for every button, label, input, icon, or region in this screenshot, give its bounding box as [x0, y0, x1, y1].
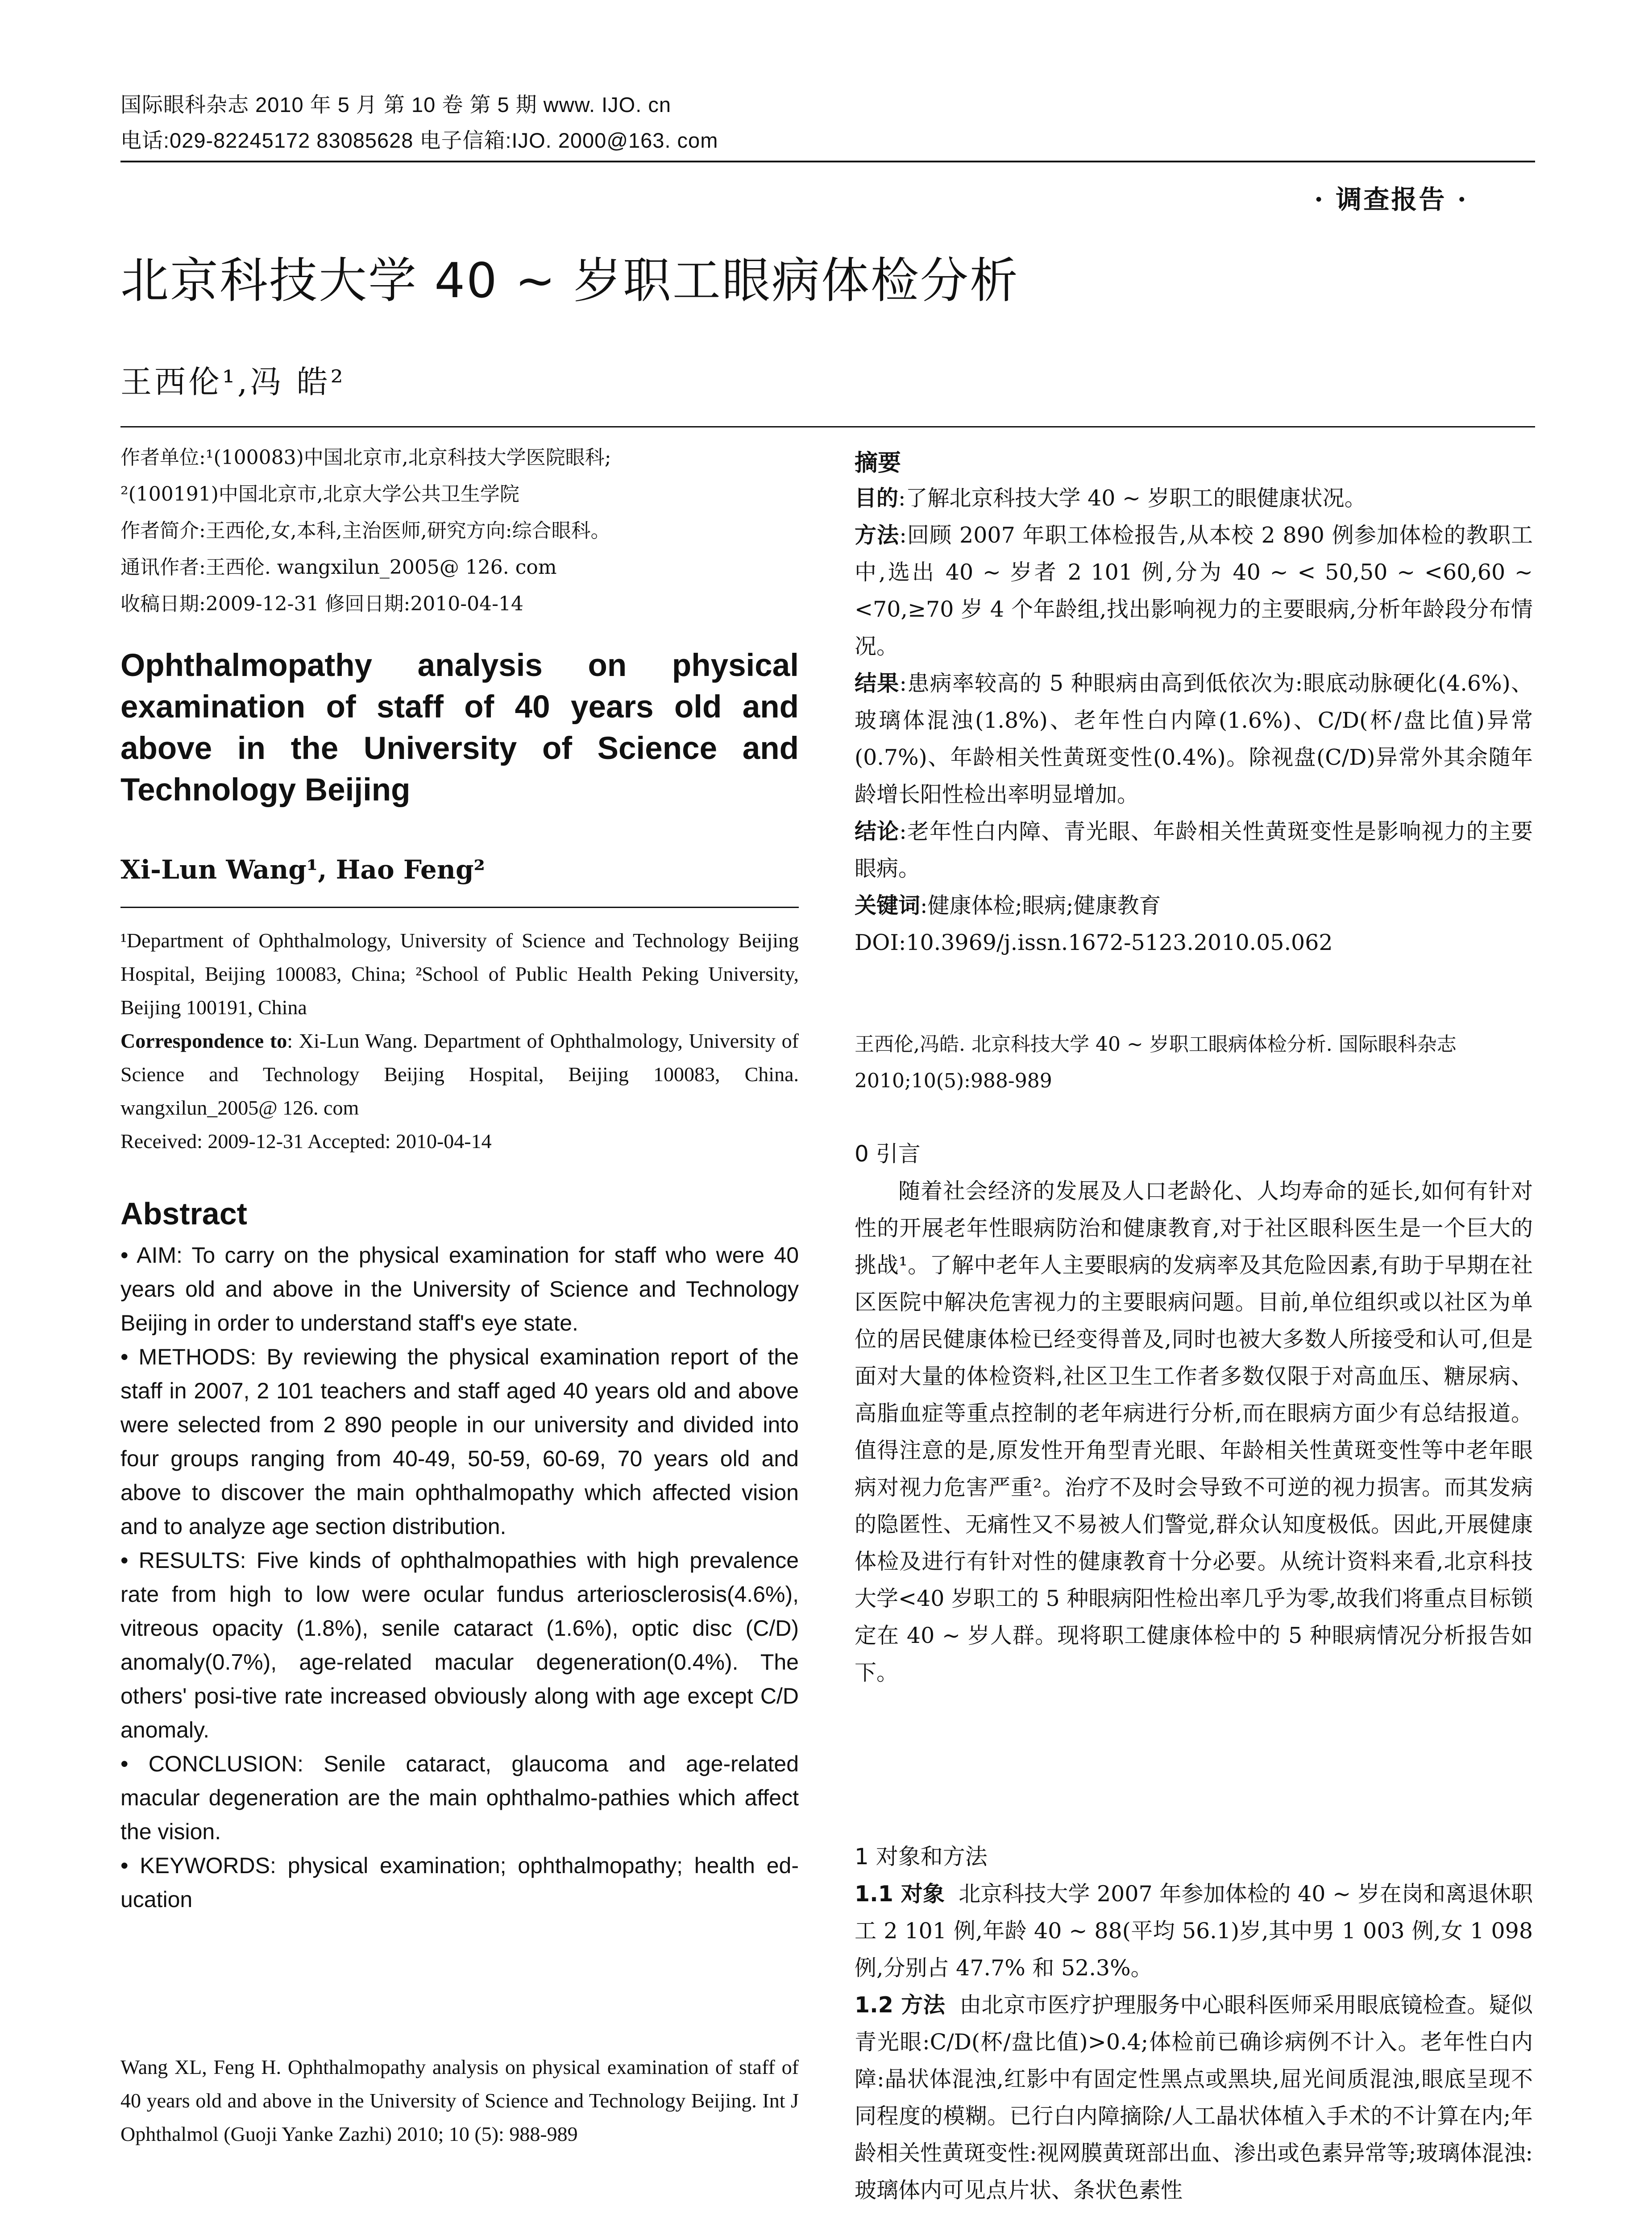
received-dates-cn: 收稿日期:2009-12-31 修回日期:2010-04-14 — [120, 593, 524, 615]
abstract-en-keywords: • KEYWORDS: physical examination; ophthalmopathy; health ed-ucation — [120, 1853, 799, 1912]
authors-en-rule — [120, 907, 799, 908]
authors-cn: 王西伦¹,冯 皓² — [120, 364, 346, 400]
intro-heading: 0 引言 — [855, 1141, 921, 1167]
journal-header-line1: 国际眼科杂志 2010 年 5 月 第 10 卷 第 5 期 www. IJO. cn — [120, 93, 671, 116]
article-title-en: Ophthalmopathy analysis on physical examination of staff of 40 years old and above in the University of Science and Technology Beijing — [120, 648, 799, 808]
results-text-cn: :患病率较高的 5 种眼病由高到低依次为:眼底动脉硬化(4.6%)、玻璃体混浊(1.8%)、老年性白内障(1.6%)、C/D(杯/盘比值)异常(0.7%)、年龄相关性黄斑变性(0.4%)。除视盘(C/D)异常外其余随年龄增长阳性检出率明显增加。 — [855, 671, 1533, 807]
abstract-cn-conclusion — [855, 813, 1533, 887]
conclusion-text-cn: :老年性白内障、青光眼、年龄相关性黄斑变性是影响视力的主要眼病。 — [855, 819, 1533, 881]
author-unit-line1: 作者单位:¹(100083)中国北京市,北京科技大学医院眼科; — [120, 446, 611, 469]
abstract-cn-body — [855, 480, 1533, 961]
citation-en: Wang XL, Feng H. Ophthalmopathy analysis on physical examination of staff of 40 years old and above in the University of Science and Technology Beijing. Int J Ophthalmol (Guoji Yanke Zazhi) 2010; 10 (5): 988-989 — [120, 2056, 799, 2145]
abstract-en-conclusion: • CONCLUSION: Senile cataract, glaucoma and age-related macular degeneration are the main ophthalmo-pathies which affect the vision. — [120, 1751, 799, 1844]
subjects-paragraph — [855, 1875, 1533, 1986]
title-rule — [120, 426, 1535, 427]
author-info-block — [120, 440, 799, 622]
methods-paragraph — [855, 1986, 1533, 2209]
results-label-cn: 结果 — [855, 671, 900, 696]
abstract-en-methods: • METHODS: By reviewing the physical examination report of the staff in 2007, 2 101 teachers and staff aged 40 years old and above were selected from 2 890 people in our university and divided into four groups ranging from 40-49, 50-59, 60-69, 70 years old and above to discover the main ophthalmopathy which affected vision and to analyze age section distribution. — [120, 1344, 799, 1539]
methods-label-cn: 方法 — [855, 523, 900, 548]
doi: DOI:10.3969/j.issn.1672-5123.2010.05.062 — [855, 930, 1333, 955]
article-title-cn: 北京科技大学 40 ~ 岁职工眼病体检分析 — [120, 253, 1019, 309]
methods-sub-text: 由北京市医疗护理服务中心眼科医师采用眼底镜检查。疑似青光眼:C/D(杯/盘比值)>0.4;体检前已确诊病例不计入。老年性白内障:晶状体混浊,红影中有固定性黑点或黑块,屈光间质混浊,眼底呈现不同程度的模糊。已行白内障摘除/人工晶状体植入手术的不计算在内;年龄相关性黄斑变性:视网膜黄斑部出血、渗出或色素异常等;玻璃体混浊:玻璃体内可见点片状、条状色素性 — [855, 1992, 1533, 2203]
methods-sub-label: 1.2 方法 — [855, 1992, 946, 2018]
author-unit-line2: ²(100191)中国北京市,北京大学公共卫生学院 — [120, 483, 519, 506]
abstract-en-aim: • AIM: To carry on the physical examination for staff who were 40 years old and above in the University of Science and Technology Beijing in order to understand staff's eye state. — [120, 1243, 799, 1335]
aim-label-cn: 目的 — [855, 485, 899, 511]
received-dates-en: Received: 2009-12-31 Accepted: 2010-04-14 — [120, 1130, 492, 1153]
abstract-cn-keywords — [855, 887, 1533, 924]
section-tag: · 调查报告 · — [1314, 184, 1468, 215]
abstract-cn-aim — [855, 480, 1533, 517]
corresponding-author: 通讯作者:王西伦. wangxilun_2005@ 126. com — [120, 556, 557, 579]
intro-text: 随着社会经济的发展及人口老龄化、人均寿命的延长,如何有针对性的开展老年性眼病防治和健康教育,对于社区眼科医生是一个巨大的挑战¹。了解中老年人主要眼病的发病率及其危险因素,有助于早期在社区医院中解决危害视力的主要眼病问题。目前,单位组织或以社区为单位的居民健康体检已经变得普及,同时也被大多数人所接受和认可,但是面对大量的体检资料,社区卫生工作者多数仅限于对高血压、糖尿病、高脂血症等重点控制的老年病进行分析,而在眼病方面少有总结报道。值得注意的是,原发性开角型青光眼、年龄相关性黄斑变性等中老年眼病对视力危害严重²。治疗不及时会导致不可逆的视力损害。而其发病的隐匿性、无痛性又不易被人们警觉,群众认知度极低。因此,开展健康体检及进行有针对性的健康教育十分必要。从统计资料来看,北京科技大学<40 岁职工的 5 种眼病阳性检出率几乎为零,故我们将重点目标锁定在 40 ~ 岁人群。现将职工健康体检中的 5 种眼病情况分析报告如下。 — [855, 1178, 1533, 1685]
affiliation-en: ¹Department of Ophthalmology, University of Science and Technology Beijing Hospital, Beijing 100083, China; ²School of Public Health Peking University, Beijing 100191, China — [120, 929, 799, 1019]
keywords-label-cn: 关键词 — [855, 893, 921, 918]
subjects-label: 1.1 对象 — [855, 1881, 945, 1907]
abstract-cn-methods — [855, 517, 1533, 665]
methods-section — [855, 1838, 1533, 2209]
methods-text-cn: :回顾 2007 年职工体检报告,从本校 2 890 例参加体检的教职工中,选出 40 ~ 岁者 2 101 例,分为 40 ~ < 50,50 ~ <60,60 ~ <70,≥70 岁 4 个年龄组,找出影响视力的主要眼病,分析年龄段分布情况。 — [855, 523, 1533, 659]
abstract-cn-results — [855, 665, 1533, 813]
citation-en-block — [120, 2050, 799, 2151]
aim-text-cn: :了解北京科技大学 40 ~ 岁职工的眼健康状况。 — [898, 485, 1366, 511]
abstract-en-body — [120, 1238, 799, 1916]
abstract-en-heading: Abstract — [120, 1196, 247, 1231]
methods-heading: 1 对象和方法 — [855, 1844, 988, 1870]
affiliation-block-en — [120, 924, 799, 1158]
citation-cn-block — [855, 1026, 1533, 1099]
correspondence-en — [120, 1024, 799, 1124]
author-bio: 作者简介:王西伦,女,本科,主治医师,研究方向:综合眼科。 — [120, 519, 610, 542]
citation-cn: 王西伦,冯皓. 北京科技大学 40 ~ 岁职工眼病体检分析. 国际眼科杂志 2010;10(5):988-989 — [855, 1033, 1457, 1092]
authors-en: Xi-Lun Wang¹, Hao Feng² — [120, 854, 485, 885]
correspondence-label: Correspondence to — [120, 1029, 287, 1052]
journal-header-line2: 电话:029-82245172 83085628 电子信箱:IJO. 2000@163. com — [120, 129, 718, 152]
abstract-cn-heading: 摘要 — [855, 450, 901, 477]
abstract-en-results: • RESULTS: Five kinds of ophthalmopathies with high prevalence rate from high to low were ocular fundus arteriosclerosis(4.6%), vitreous opacity (1.8%), senile cataract (1.6%), optic disc (C/D) anomaly(0.7%), age-related macular degeneration(0.4%). The others' posi-tive rate increased obviously along with age except C/D anomaly. — [120, 1548, 799, 1742]
correspondence-text: : Xi-Lun Wang. Department of Ophthalmology, University of Science and Technology Beijing Hospital, Beijing 100083, China. wangxilun_2005@ 126. com — [120, 1029, 799, 1119]
subjects-text: 北京科技大学 2007 年参加体检的 40 ~ 岁在岗和离退休职工 2 101 例,年龄 40 ~ 88(平均 56.1)岁,其中男 1 003 例,女 1 098 例,分别占 47.7% 和 52.3%。 — [855, 1881, 1533, 1981]
conclusion-label-cn: 结论 — [855, 819, 900, 844]
intro-section — [855, 1136, 1533, 1691]
keywords-text-cn: :健康体检;眼病;健康教育 — [920, 893, 1161, 918]
header-rule — [120, 161, 1535, 162]
